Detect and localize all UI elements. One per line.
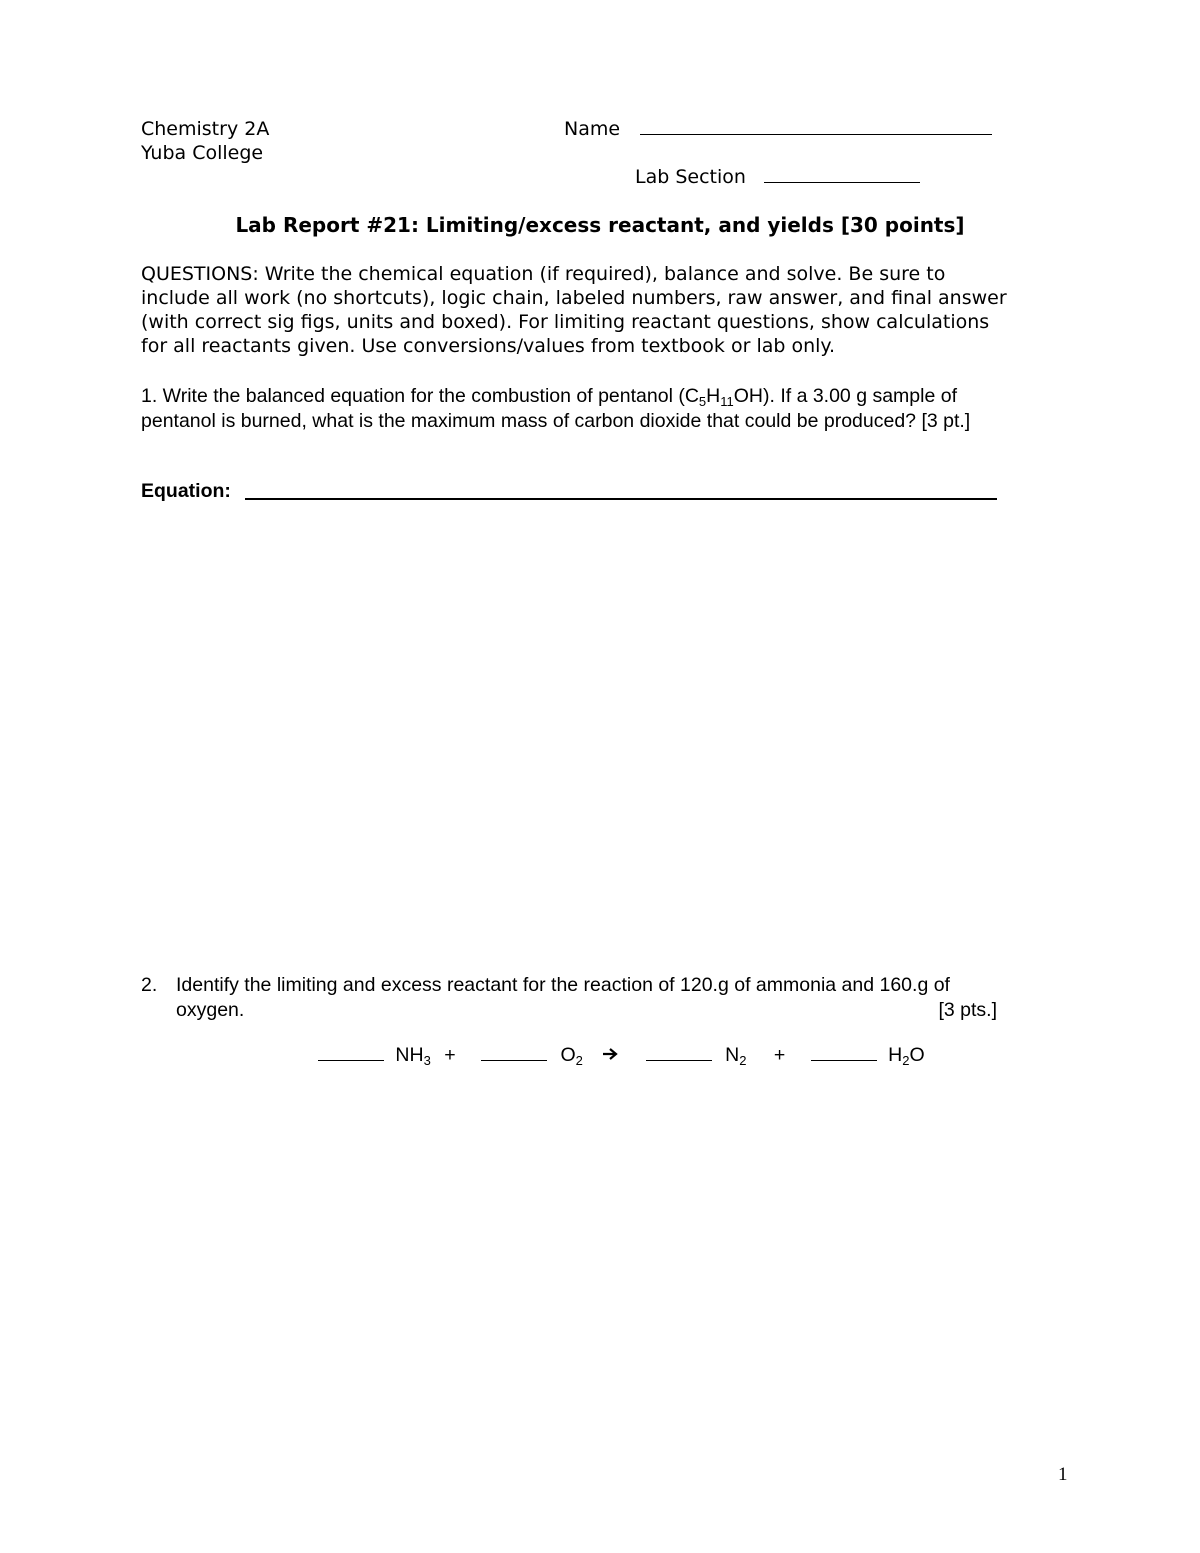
subscript: 2 (575, 1053, 583, 1068)
coefficient-blank-nitrogen[interactable] (646, 1044, 712, 1061)
formula-text: H (888, 1044, 903, 1066)
equation-blank[interactable] (245, 498, 997, 500)
question-1-line1 (141, 384, 1041, 409)
subscript: 2 (739, 1053, 747, 1068)
subscript: 11 (720, 394, 734, 409)
formula-text: O (909, 1044, 925, 1066)
instructions (141, 262, 1061, 358)
equation-label: Equation: (141, 480, 231, 502)
plus-sign: + (444, 1044, 456, 1066)
coefficient-blank-water[interactable] (811, 1044, 877, 1061)
lab-section-row (635, 166, 920, 188)
instructions-line: QUESTIONS: Write the chemical equation (if required), balance and solve. Be sure to (141, 263, 946, 285)
reactant-ammonia (395, 1044, 430, 1066)
question-2-text (176, 973, 998, 1022)
name-field-row (564, 118, 992, 140)
reactant-oxygen (560, 1044, 582, 1066)
question-1-text: 1. Write the balanced equation for the combustion of pentanol (C (141, 385, 699, 407)
question-1-text: OH). If a 3.00 g sample of (733, 385, 958, 407)
subscript: 5 (698, 394, 707, 409)
formula-text: NH (395, 1044, 424, 1066)
formula-text: O (560, 1044, 576, 1066)
product-nitrogen (725, 1044, 746, 1066)
subscript: 3 (423, 1053, 431, 1068)
question-2-line1: Identify the limiting and excess reactant for the reaction of 120.g of ammonia and 160.g of (176, 974, 950, 996)
coefficient-blank-ammonia[interactable] (318, 1044, 384, 1061)
question-1-line2: pentanol is burned, what is the maximum mass of carbon dioxide that could be produced? [3 pt.] (141, 409, 971, 432)
coefficient-blank-oxygen[interactable] (481, 1044, 547, 1061)
reaction-equation (318, 1044, 925, 1067)
question-2-number: 2. (141, 974, 158, 996)
instructions-line: for all reactants given. Use conversions/values from textbook or lab only. (141, 335, 835, 357)
instructions-line: (with correct sig figs, units and boxed). For limiting reactant questions, show calculations (141, 311, 990, 333)
formula-text: N (725, 1044, 740, 1066)
question-1-text: H (706, 385, 721, 407)
page-number: 1 (1058, 1464, 1068, 1485)
name-blank[interactable] (640, 120, 992, 135)
instructions-line: include all work (no shortcuts), logic chain, labeled numbers, raw answer, and final answer (141, 287, 1007, 309)
plus-sign: + (773, 1044, 786, 1066)
reaction-arrow-icon (602, 1044, 618, 1067)
question-1 (141, 384, 1041, 433)
course-name: Chemistry 2A (141, 118, 270, 140)
question-2-line2: oxygen. (176, 998, 245, 1021)
name-label: Name (564, 118, 621, 140)
college-name: Yuba College (141, 142, 264, 164)
lab-section-blank[interactable] (764, 168, 920, 183)
product-water (888, 1044, 925, 1066)
page-title: Lab Report #21: Limiting/excess reactant, and yields [30 points] (235, 213, 965, 237)
lab-section-label: Lab Section (635, 166, 746, 188)
question-2-points: [3 pts.] (938, 998, 997, 1021)
subscript: 2 (902, 1053, 910, 1068)
